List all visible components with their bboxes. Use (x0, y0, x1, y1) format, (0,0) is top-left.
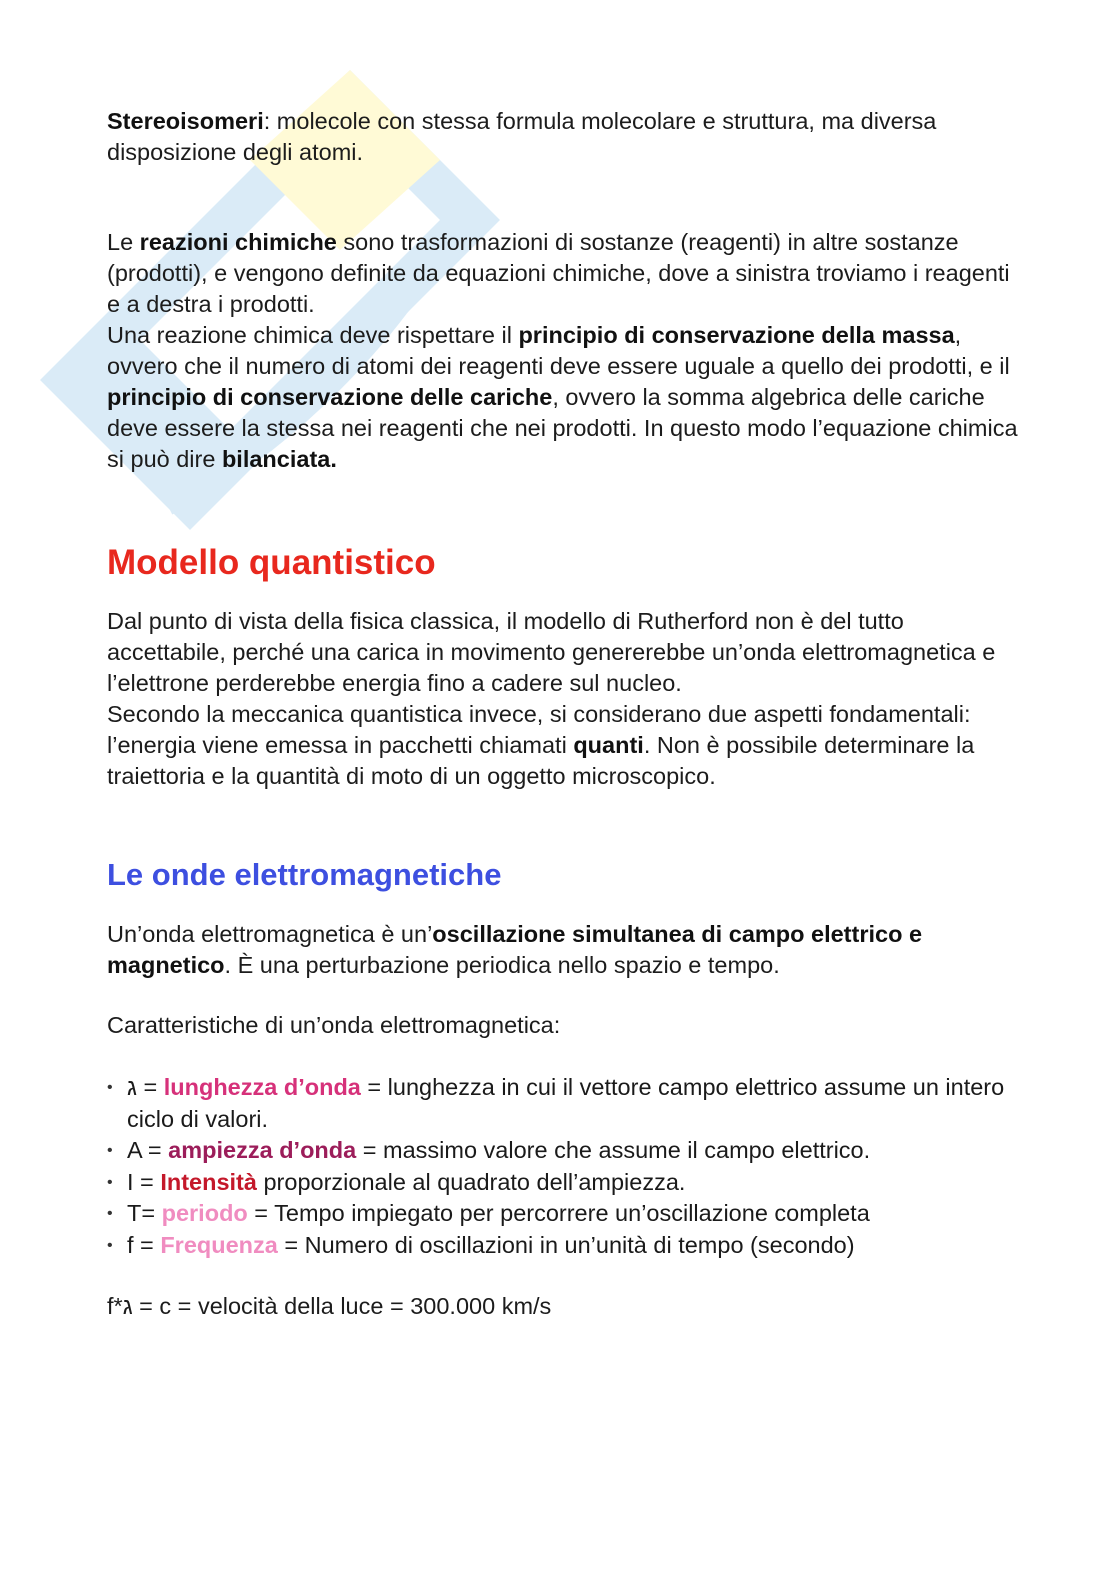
charge-conservation-term: principio di conservazione delle cariche (107, 384, 553, 410)
bullet-icon: • (107, 1142, 113, 1159)
list-item: • ג = lunghezza d’onda = lunghezza in cui il vettore campo elettrico assume un intero ciclo di valori. (107, 1074, 1005, 1132)
amplitude-term: ampiezza d’onda (168, 1137, 357, 1163)
bullet-icon: • (107, 1173, 113, 1191)
list-item: • T= periodo = Tempo impiegato per percorrere un’oscillazione completa (107, 1198, 1022, 1230)
characteristics-intro: Caratteristiche di un’onda elettromagnetica: (107, 1012, 561, 1038)
heading-em-waves: Le onde elettromagnetiche (107, 857, 502, 892)
reactions-paragraph: Le reazioni chimiche sono trasformazioni di sostanze (reagenti) in altre sostanze (prodotti), e vengono definite da equazioni chimiche, dove a sinistra troviamo i reagenti e a destra i prodotti. Una reazione chimica deve rispettare il principio di conservazione della massa, ovvero che il numero di atomi dei reagenti deve essere uguale a quello dei prodotti, e il principio di conservazione delle cariche, ovvero la somma algebrica delle cariche deve essere la stessa nei reagenti che nei prodotti. In questo modo l’equazione chimica si può dire bilanciata. (107, 229, 1018, 472)
bullet-icon: • (107, 1236, 113, 1254)
quanta-term: quanti (573, 732, 644, 758)
list-item: • A = ampiezza d’onda = massimo valore che assume il campo elettrico. (107, 1135, 1022, 1167)
em-wave-definition: Un’onda elettromagnetica è un’oscillazione simultanea di campo elettrico e magnetico. È una perturbazione periodica nello spazio e tempo. (107, 921, 923, 978)
balanced-term: bilanciata. (221, 446, 337, 472)
wavelength-term: lunghezza d’onda (163, 1074, 361, 1100)
bullet-icon: • (107, 1079, 113, 1096)
period-term: periodo (161, 1200, 248, 1226)
list-item: • I = Intensità proporzionale al quadrato dell’ampiezza. (107, 1167, 1022, 1199)
speed-of-light-formula: f*ג = c = velocità della luce = 300.000 km/s (107, 1293, 552, 1319)
reactions-term: reazioni chimiche (139, 229, 337, 255)
characteristics-list (107, 1072, 1022, 1261)
frequency-term: Frequenza (160, 1231, 278, 1258)
list-item: • f = Frequenza = Numero di oscillazioni in un’unità di tempo (secondo) (107, 1230, 1022, 1262)
intensity-term: Intensità (160, 1168, 257, 1195)
oscillation-term: oscillazione simultanea di campo elettrico e magnetico (107, 921, 923, 978)
stereoisomers-paragraph: Stereoisomeri: molecole con stessa formula molecolare e struttura, ma diversa disposizione degli atomi. (107, 108, 937, 165)
bullet-icon: • (107, 1205, 113, 1222)
quantum-paragraph: Dal punto di vista della fisica classica, il modello di Rutherford non è del tutto accettabile, perché una carica in movimento genererebbe un’onda elettromagnetica e l’elettrone perderebbe energia fino a cadere sul nucleo. Secondo la meccanica quantistica invece, si considerano due aspetti fondamentali: l’energia viene emessa in pacchetti chiamati quanti. Non è possibile determinare la traiettoria e la quantità di moto di un oggetto microscopico. (107, 608, 996, 789)
heading-quantum-model: Modello quantistico (107, 543, 436, 582)
mass-conservation-term: principio di conservazione della massa (518, 322, 955, 348)
stereoisomers-term: Stereoisomeri (107, 108, 264, 134)
